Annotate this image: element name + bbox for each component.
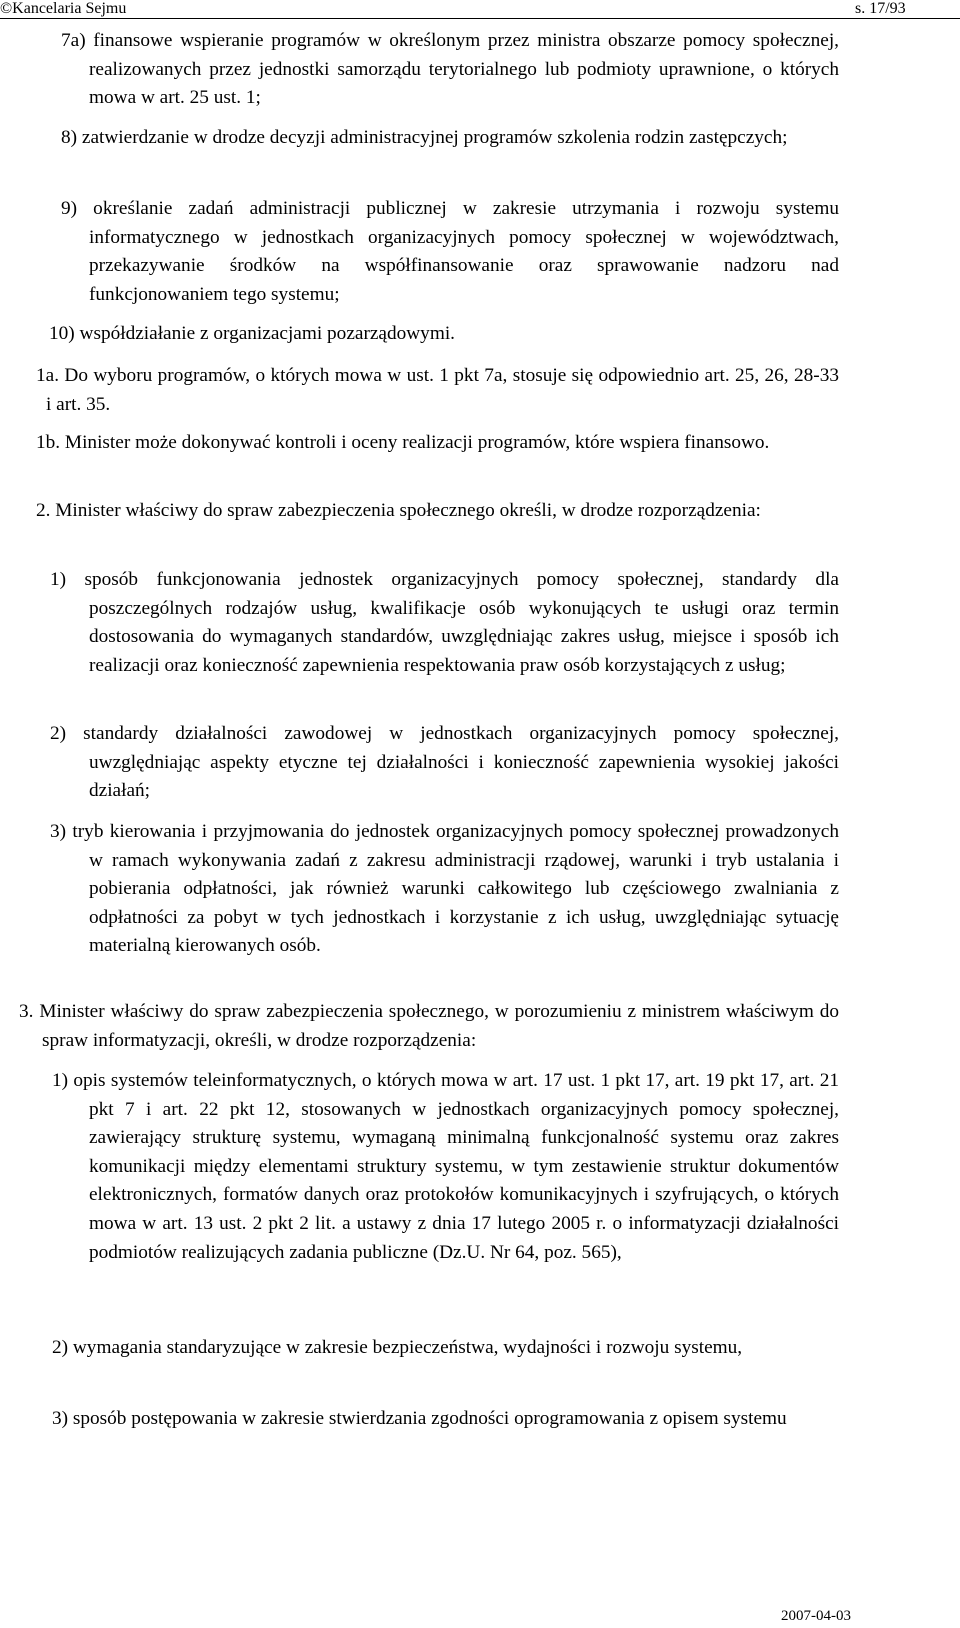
page-number: s. 17/93 <box>855 0 906 17</box>
footer-date: 2007-04-03 <box>781 1608 851 1624</box>
item-8: 8) zatwierdzanie w drodze decyzji administracyjnej programów szkolenia rodzin zastępczych; <box>61 127 788 148</box>
section-3-item-3: 3) sposób postępowania w zakresie stwierdzania zgodności oprogramowania z opisem systemu <box>52 1408 787 1429</box>
section-2-item-3: 3) tryb kierowania i przyjmowania do jednostek organizacyjnych pomocy społecznej prowadzonych w ramach wykonywania zadań z zakresu administracji rządowej, warunki i tryb ustalania i pobierania odpłatności, jak również warunki całkowitego lub częściowego zwalniania z odpłatności za pobyt w tych jednostkach i korzystanie z ich usług, uwzględniając sytuację materialną kierowanych osób. <box>50 821 839 957</box>
item-7a: 7a) finansowe wspieranie programów w określonym przez ministra obszarze pomocy społecznej, realizowanych przez jednostki samorządu terytorialnego lub podmioty uprawnione, o których mowa w art. 25 ust. 1; <box>61 30 839 109</box>
header-copyright: ©Kancelaria Sejmu <box>0 0 127 17</box>
section-2-item-1: 1) sposób funkcjonowania jednostek organizacyjnych pomocy społecznej, standardy dla poszczególnych rodzajów usług, kwalifikacje osób wykonujących te usługi oraz termin dostosowania do wymaganych standardów, uwzględniając zakres usług, miejsce i sposób ich realizacji oraz konieczność zapewnienia respektowania praw osób korzystających z usług; <box>50 569 839 676</box>
header-rule <box>0 18 960 19</box>
section-1b: 1b. Minister może dokonywać kontroli i oceny realizacji programów, które wspiera finansowo. <box>36 432 770 453</box>
section-2-item-2: 2) standardy działalności zawodowej w jednostkach organizacyjnych pomocy społecznej, uwzględniając aspekty etyczne tej działalności i konieczność zapewnienia wysokiej jakości działań; <box>50 723 839 802</box>
item-10: 10) współdziałanie z organizacjami pozarządowymi. <box>49 323 455 344</box>
section-3: 3. Minister właściwy do spraw zabezpieczenia społecznego, w porozumieniu z ministrem właściwym do spraw informatyzacji, określi, w drodze rozporządzenia: <box>19 1001 839 1051</box>
section-1a: 1a. Do wyboru programów, o których mowa w ust. 1 pkt 7a, stosuje się odpowiednio art. 25, 26, 28-33 i art. 35. <box>36 365 839 415</box>
section-2: 2. Minister właściwy do spraw zabezpieczenia społecznego określi, w drodze rozporządzenia: <box>36 500 761 521</box>
section-3-item-1: 1) opis systemów teleinformatycznych, o których mowa w art. 17 ust. 1 pkt 17, art. 19 pkt 17, art. 21 pkt 7 i art. 22 pkt 12, stosowanych w jednostkach organizacyjnych pomocy społecznej, zawierający strukturę systemu, wymaganą minimalną funkcjonalność systemu oraz zakres komunikacji między elementami struktury systemu, w tym zestawienie struktur dokumentów elektronicznych, formatów danych oraz protokołów komunikacyjnych i szyfrujących, o których mowa w art. 13 ust. 2 pkt 2 lit. a ustawy z dnia 17 lutego 2005 r. o informatyzacji działalności podmiotów realizujących zadania publiczne (Dz.U. Nr 64, poz. 565), <box>52 1070 839 1263</box>
section-3-item-2: 2) wymagania standaryzujące w zakresie bezpieczeństwa, wydajności i rozwoju systemu, <box>52 1337 743 1358</box>
item-9: 9) określanie zadań administracji publicznej w zakresie utrzymania i rozwoju systemu informatycznego w jednostkach organizacyjnych pomocy społecznej w województwach, przekazywanie środków na współfinansowanie oraz sprawowanie nadzoru nad funkcjonowaniem tego systemu; <box>61 198 839 305</box>
